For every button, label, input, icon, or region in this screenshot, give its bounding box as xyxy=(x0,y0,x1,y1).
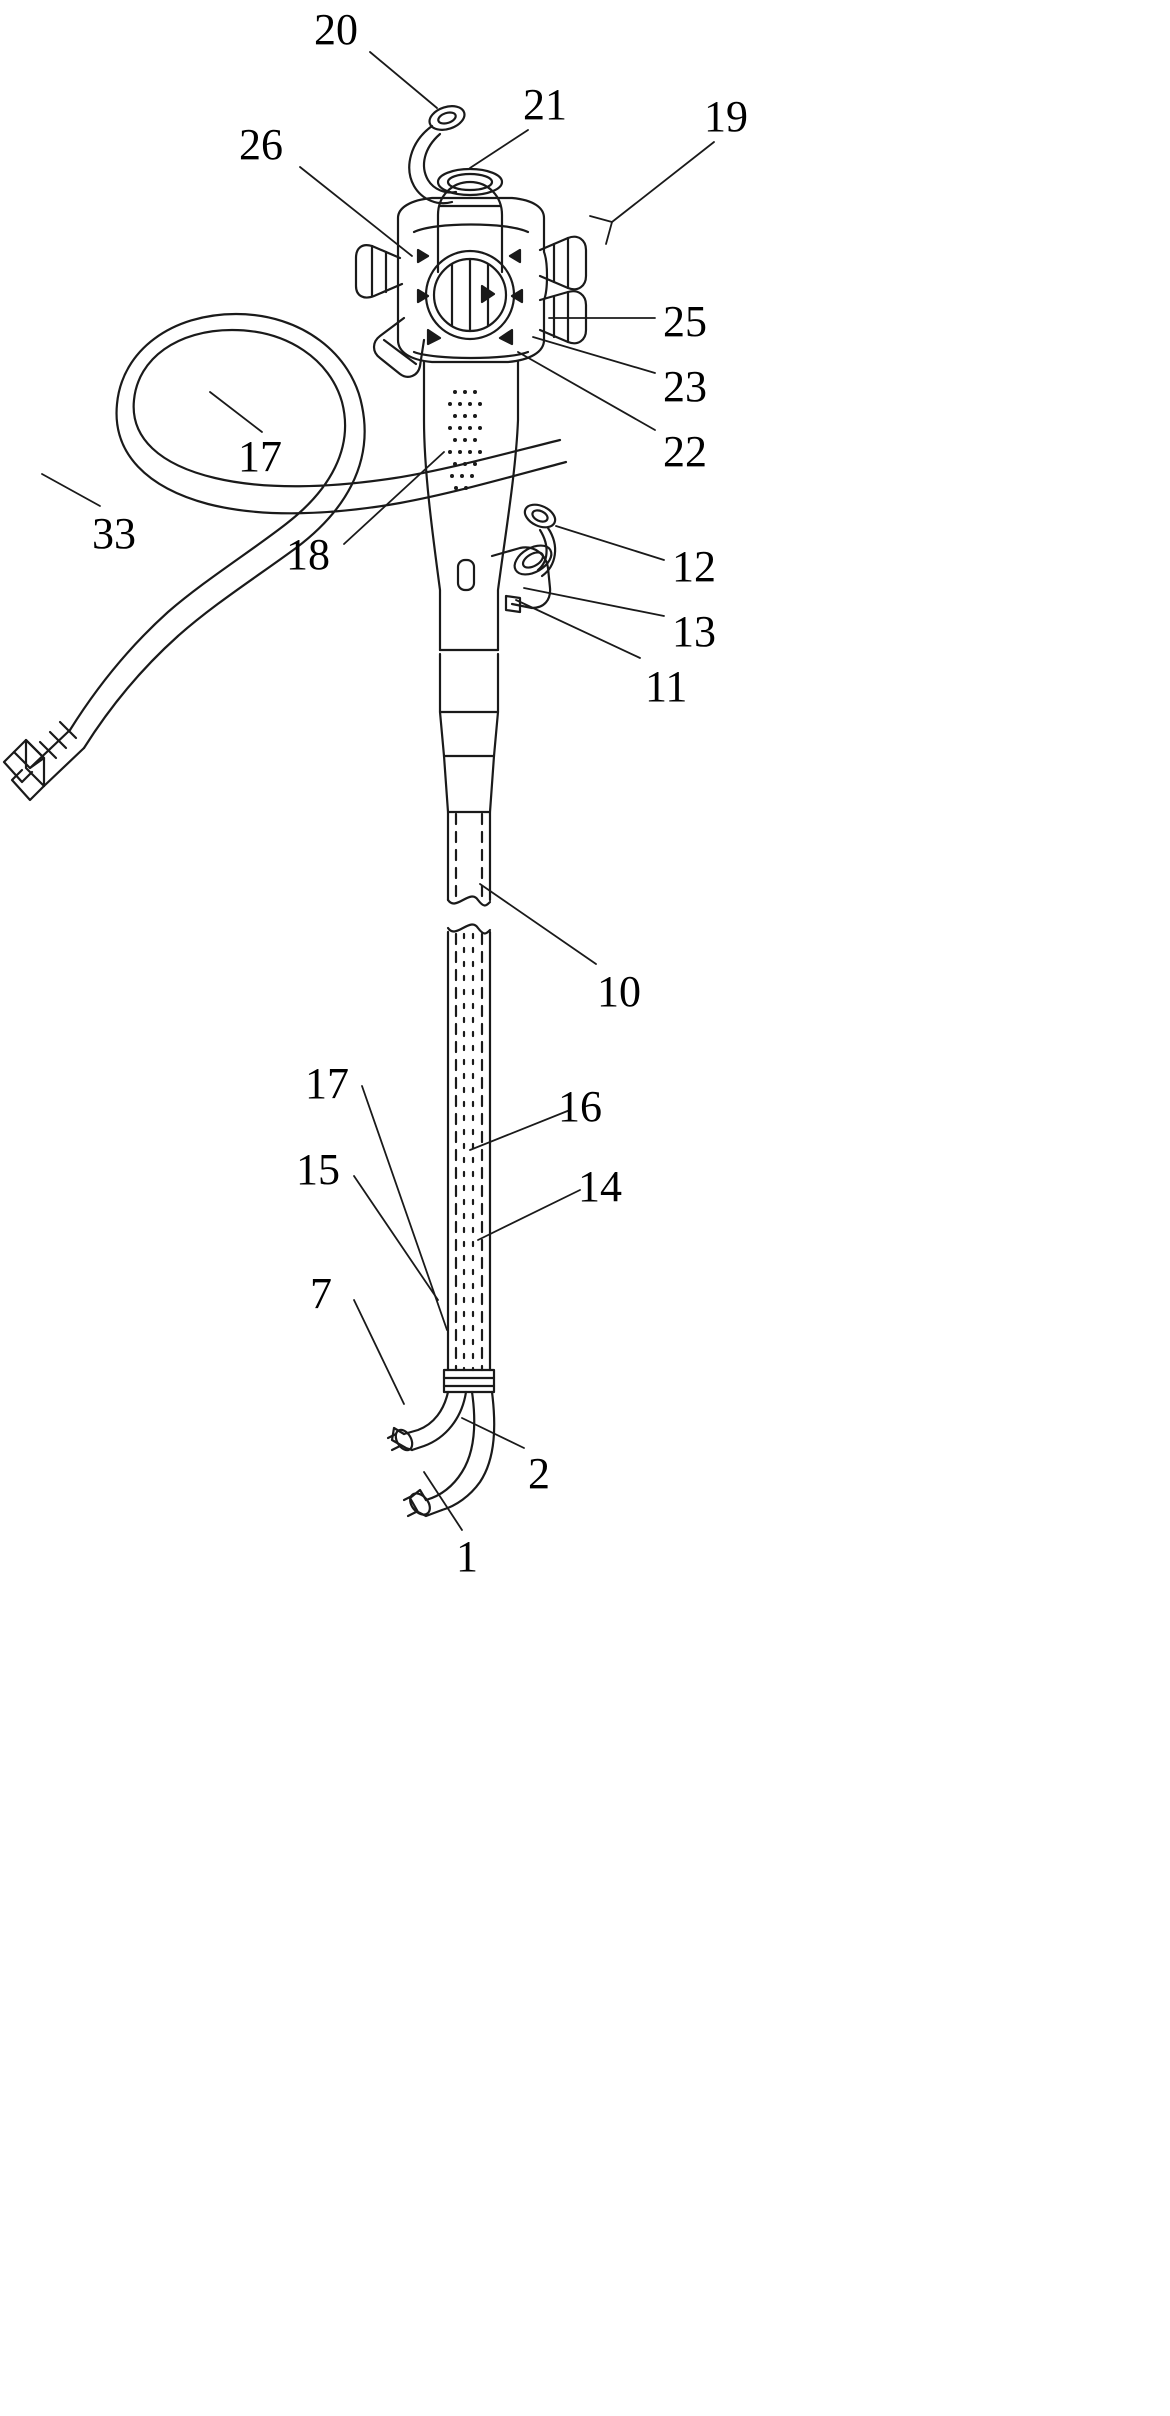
ref-label-14: 14 xyxy=(578,1162,622,1211)
ref-label-18: 18 xyxy=(286,530,330,579)
ref-label-12: 12 xyxy=(672,542,716,591)
ref-label-22: 22 xyxy=(663,427,707,476)
ref-label-13: 13 xyxy=(672,607,716,656)
handle-grip xyxy=(424,362,559,812)
ref-label-1: 1 xyxy=(456,1532,478,1581)
light-guide-cable xyxy=(4,314,566,800)
ref-label-17-lower: 17 xyxy=(305,1059,349,1108)
ref-label-21: 21 xyxy=(523,80,567,129)
ref-label-7: 7 xyxy=(310,1269,332,1318)
insertion-tube xyxy=(448,812,490,1370)
ref-label-33: 33 xyxy=(92,509,136,558)
ref-label-26: 26 xyxy=(239,120,283,169)
ref-label-11: 11 xyxy=(645,662,688,711)
ref-label-23: 23 xyxy=(663,362,707,411)
ref-label-10: 10 xyxy=(597,967,641,1016)
distal-bifurcation xyxy=(388,1370,494,1518)
ref-label-19: 19 xyxy=(704,92,748,141)
leader-lines xyxy=(42,52,714,1530)
ref-label-20: 20 xyxy=(314,5,358,54)
ref-label-25: 25 xyxy=(663,297,707,346)
ref-label-2: 2 xyxy=(528,1449,550,1498)
ref-label-15: 15 xyxy=(296,1145,340,1194)
ref-label-17-upper: 17 xyxy=(238,432,282,481)
ref-label-16: 16 xyxy=(558,1082,602,1131)
